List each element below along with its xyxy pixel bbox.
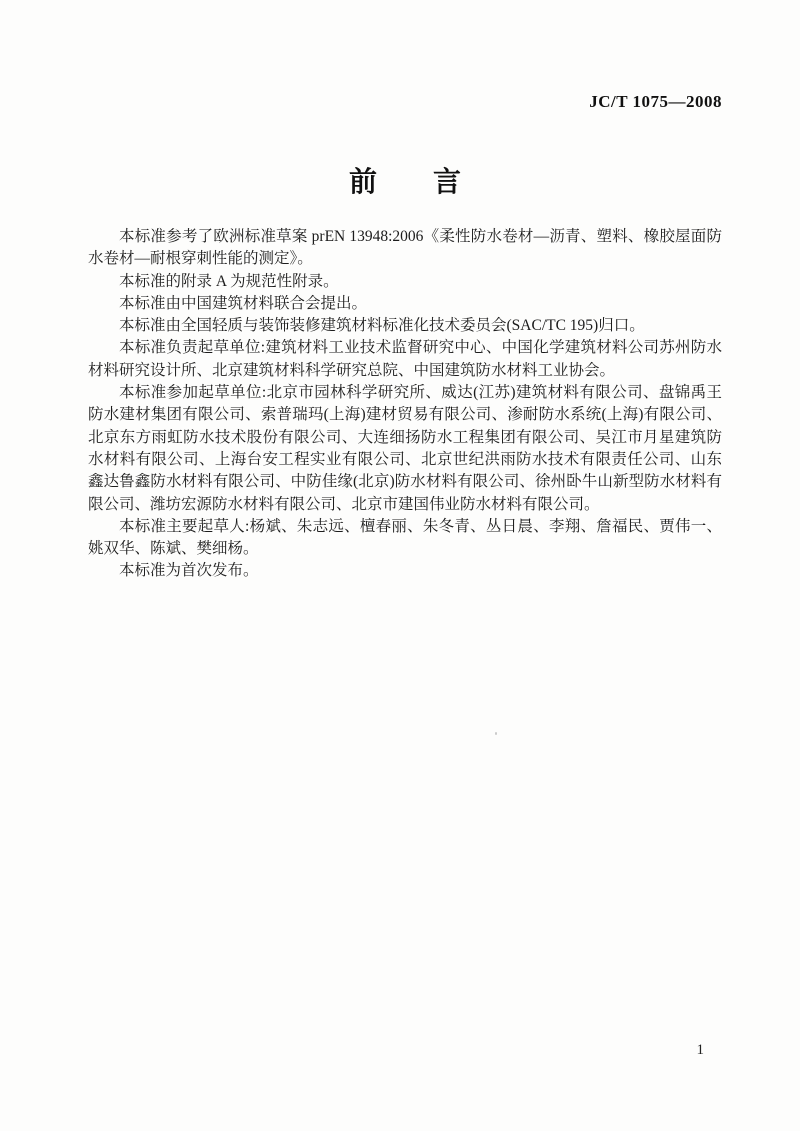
foreword-paragraph: 本标准主要起草人:杨斌、朱志远、檀春丽、朱冬青、丛日晨、李翔、詹福民、贾伟一、姚双华、陈斌、樊细杨。 bbox=[88, 517, 722, 558]
scan-artifact-dot bbox=[495, 732, 497, 735]
foreword-paragraph: 本标准负责起草单位:建筑材料工业技术监督研究中心、中国化学建筑材料公司苏州防水材料研究设计所、北京建筑材料科学研究总院、中国建筑防水材料工业协会。 bbox=[88, 339, 722, 379]
foreword-paragraph: 本标准参考了欧洲标准草案 prEN 13948:2006《柔性防水卷材—沥青、塑料、橡胶屋面防水卷材—耐根穿刺性能的测定》。 bbox=[88, 228, 722, 268]
foreword-paragraph: 本标准的附录 A 为规范性附录。 bbox=[119, 272, 339, 290]
page-title: 前 言 bbox=[348, 167, 461, 198]
page-number: 1 bbox=[696, 1042, 704, 1058]
foreword-paragraph: 本标准为首次发布。 bbox=[119, 562, 259, 580]
foreword-body bbox=[88, 226, 722, 583]
foreword-paragraph: 本标准由中国建筑材料联合会提出。 bbox=[119, 294, 368, 312]
foreword-paragraph: 本标准由全国轻质与装饰装修建筑材料标准化技术委员会(SAC/TC 195)归口。 bbox=[119, 317, 645, 335]
foreword-paragraph: 本标准参加起草单位:北京市园林科学研究所、威达(江苏)建筑材料有限公司、盘锦禹王防水建材集团有限公司、索普瑞玛(上海)建材贸易有限公司、渗耐防水系统(上海)有限公司、北京东方雨虹防水技术股份有限公司、大连细扬防水工程集团有限公司、吴江市月星建筑防水材料有限公司、上海台安工程实业有限公司、北京世纪洪雨防水技术有限责任公司、山东鑫达鲁鑫防水材料有限公司、中防佳缘(北京)防水材料有限公司、徐州卧牛山新型防水材料有限公司、潍坊宏源防水材料有限公司、北京市建国伟业防水材料有限公司。 bbox=[88, 384, 722, 513]
standard-code-header: JC/T 1075—2008 bbox=[589, 92, 722, 111]
